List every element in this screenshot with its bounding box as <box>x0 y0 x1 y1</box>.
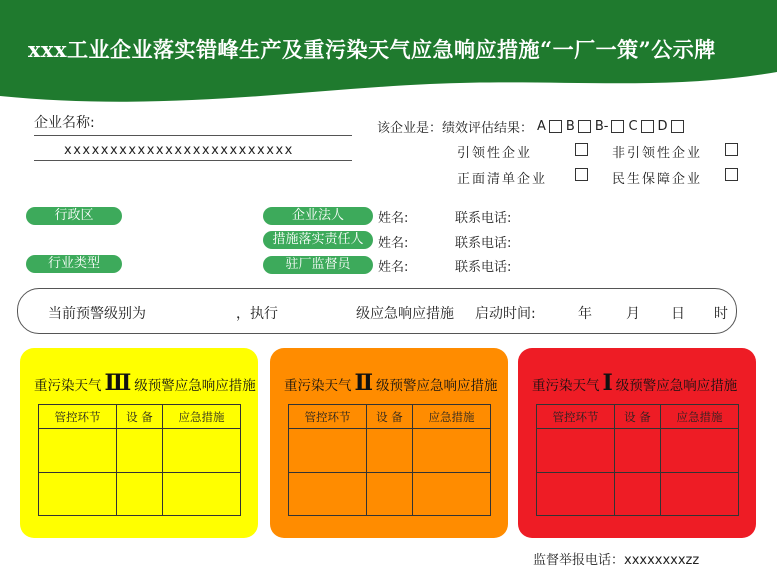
evaluation-prefix: 该企业是：绩效评估结果： <box>377 121 534 136</box>
level-3-roman: Ⅲ <box>104 370 132 396</box>
non-leading-enterprise-label: 非引领性企业 <box>612 146 703 161</box>
leading-enterprise-row <box>457 142 532 161</box>
level-3-measures-table <box>38 404 241 516</box>
table-row <box>39 429 241 473</box>
leading-enterprise-label: 引领性企业 <box>457 146 533 161</box>
table-row <box>289 429 491 473</box>
level-1-panel <box>518 348 756 538</box>
admin-region-pill: 行政区 <box>26 207 122 225</box>
level-1-title-suffix: 级预警应急响应措施 <box>615 378 738 394</box>
level-1-roman: Ⅰ <box>602 370 613 396</box>
grade-b-checkbox[interactable] <box>578 120 591 133</box>
month-label: 月 <box>626 306 640 322</box>
level-1-title-prefix: 重污染天气 <box>532 378 600 394</box>
table-header-control: 管控环节 <box>537 405 615 429</box>
table-row <box>537 429 739 473</box>
grade-bminus-checkbox[interactable] <box>611 120 624 133</box>
measures-responsible-pill: 措施落实责任人 <box>263 231 373 249</box>
table-header-equipment: 设 备 <box>367 405 413 429</box>
table-header-measures: 应急措施 <box>412 405 490 429</box>
table-header-equipment: 设 备 <box>615 405 661 429</box>
company-name-underline-2 <box>34 160 352 161</box>
start-time-label: 启动时间: <box>475 306 536 322</box>
livelihood-enterprise-row <box>612 168 702 187</box>
table-header-control: 管控环节 <box>289 405 367 429</box>
leading-enterprise-checkbox[interactable] <box>575 143 588 156</box>
grade-a-label: A <box>537 119 546 134</box>
supervisor-name-label: 姓名: <box>378 260 409 275</box>
table-row <box>289 472 491 516</box>
company-name-label: 企业名称: <box>34 115 95 131</box>
hour-label: 时 <box>714 306 728 322</box>
level-2-measures-table <box>288 404 491 516</box>
legal-person-pill: 企业法人 <box>263 207 373 225</box>
table-header-measures: 应急措施 <box>162 405 240 429</box>
table-row <box>39 472 241 516</box>
evaluation-grade-row <box>377 117 688 136</box>
level-3-title-suffix: 级预警应急响应措施 <box>134 378 256 394</box>
level-2-title-suffix: 级预警应急响应措施 <box>376 378 498 394</box>
execute-label: ，执行 <box>236 306 278 322</box>
current-level-label: 当前预警级别为 <box>48 306 146 322</box>
page-title: xxx工业企业落实错峰生产及重污染天气应急响应措施“一厂一策”公示牌 <box>28 37 716 62</box>
level-2-title-prefix: 重污染天气 <box>284 378 352 394</box>
header-banner <box>0 0 777 110</box>
table-header-equipment: 设 备 <box>117 405 163 429</box>
level-3-title <box>34 370 256 396</box>
table-header-control: 管控环节 <box>39 405 117 429</box>
level-2-panel <box>270 348 508 538</box>
grade-d-label: D <box>657 119 668 134</box>
grade-d-checkbox[interactable] <box>671 120 684 133</box>
positive-list-label: 正面清单企业 <box>457 172 548 187</box>
company-name-underline <box>34 135 352 136</box>
legal-person-name-label: 姓名: <box>378 211 409 226</box>
level-3-panel <box>20 348 258 538</box>
grade-bminus-label: B- <box>594 119 609 134</box>
responsible-phone-label: 联系电话: <box>455 236 512 251</box>
company-name-value: xxxxxxxxxxxxxxxxxxxxxxxxx <box>64 143 294 158</box>
level-2-title <box>284 370 498 396</box>
positive-list-checkbox[interactable] <box>575 168 588 181</box>
warning-status-box <box>17 288 737 334</box>
legal-person-phone-label: 联系电话: <box>455 211 512 226</box>
table-row <box>537 472 739 516</box>
non-leading-enterprise-row <box>612 142 702 161</box>
factory-supervisor-pill: 驻厂监督员 <box>263 256 373 274</box>
livelihood-enterprise-checkbox[interactable] <box>725 168 738 181</box>
livelihood-enterprise-label: 民生保障企业 <box>612 172 703 187</box>
supervisor-phone-label: 联系电话: <box>455 260 512 275</box>
level-2-roman: Ⅱ <box>354 370 374 396</box>
level-3-title-prefix: 重污染天气 <box>34 378 102 394</box>
responsible-name-label: 姓名: <box>378 236 409 251</box>
grade-a-checkbox[interactable] <box>549 120 562 133</box>
industry-type-pill: 行业类型 <box>26 255 122 273</box>
grade-c-label: C <box>628 119 638 134</box>
day-label: 日 <box>671 306 685 322</box>
positive-list-row <box>457 168 547 187</box>
level-1-measures-table <box>536 404 739 516</box>
level-1-title <box>532 370 737 396</box>
response-level-label: 级应急响应措施 <box>356 306 454 322</box>
grade-c-checkbox[interactable] <box>641 120 654 133</box>
grade-b-label: B <box>565 119 575 134</box>
year-label: 年 <box>578 306 592 322</box>
table-header-measures: 应急措施 <box>660 405 738 429</box>
non-leading-enterprise-checkbox[interactable] <box>725 143 738 156</box>
supervision-hotline: 监督举报电话：xxxxxxxxzz <box>533 553 700 568</box>
